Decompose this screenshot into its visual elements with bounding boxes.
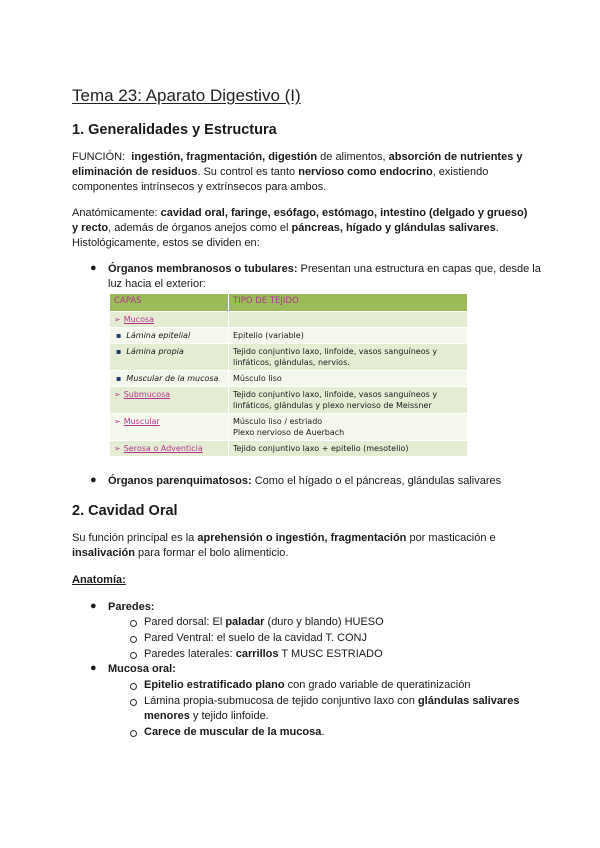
intro-text-1: Su función principal es la [72,532,198,544]
table-cell-tejido: Tejido conjuntivo laxo, linfoide, vasos sanguíneos y linfáticos, glándulas y plexo nervioso de Meissner [229,387,468,414]
table-cell-capa [110,414,229,441]
table-row [110,328,468,344]
tissue-layers-table [110,294,468,457]
paredes-item-laterales [144,647,383,662]
mucosa-oral-label-text: Mucosa oral: [108,663,176,675]
table-cell-capa [110,371,229,387]
anat-text-1: Anatómicamente: [72,207,161,219]
square-bullet-icon: ▪ [116,374,122,383]
paredes-laterales-text-2: T MUSC ESTRIADO [278,648,383,660]
circle-bullet [130,620,137,627]
capa-label: Muscular de la mucosa [126,374,219,383]
square-bullet-icon: ▪ [116,347,122,356]
paredes-label [108,600,154,615]
circle-bullet [130,636,137,643]
paredes-ventral-text: Pared Ventral: el suelo de la cavidad T. CONJ [144,632,367,644]
capa-label: Muscular [123,417,160,426]
arrow-bullet-icon: ➢ [114,417,121,426]
bullet-parenquimatosos-text: Como el hígado o el páncreas, glándulas salivares [251,475,502,487]
funcion-text-6: , existiendo componentes intrínsecos y extrínsecos para ambos. [72,166,489,193]
paredes-dorsal-bold: paladar [225,616,265,628]
funcion-term-1: ingestión, fragmentación, digestión [131,151,318,163]
arrow-bullet-icon: ➢ [114,444,121,453]
circle-bullet [130,699,137,706]
bullet-dot: ● [90,600,97,612]
table-cell-tejido: Músculo liso / estriado Plexo nervioso de Auerbach [229,414,468,441]
mucosa-epitelio-bold: Epitelio estratificado plano [144,679,285,691]
capa-label: Mucosa [123,315,155,324]
paredes-dorsal-text-2: (duro y blando) HUESO [264,616,384,628]
circle-bullet [130,683,137,690]
table-cell-tejido: Tejido conjuntivo laxo, linfoide, vasos sanguíneos y linfáticos, glándulas, nervios. [229,344,468,371]
table-row [110,371,468,387]
anatomia-subheading: Anatomía: [72,574,126,586]
arrow-bullet-icon: ➢ [114,315,121,324]
capa-label: Serosa o Adventicia [123,444,203,453]
bullet-membranosos-text: Presentan una estructura en capas que, desde la luz hacia el exterior: [108,263,541,290]
circle-bullet [130,730,137,737]
capa-label: Lámina epitelial [126,331,191,340]
bullet-dot: ● [90,662,97,674]
bullet-parenquimatosos [108,474,548,489]
mucosa-epitelio-text: con grado variable de queratinización [284,679,471,691]
mucosa-item-epitelio [144,678,470,693]
intro-text-5: para formar el bolo alimenticio. [134,547,289,559]
section-heading-generalidades: 1. Generalidades y Estructura [72,122,277,138]
anat-term-2: cavidad oral, faringe, esófago, estómago, intestino (delgado y grueso) y recto [72,207,528,234]
square-bullet-icon: ▪ [116,331,122,340]
mucosa-item-lamina [144,694,534,724]
table-cell-capa [110,441,229,457]
paredes-laterales-text: Paredes laterales: [144,648,236,660]
table-row [110,344,468,371]
anat-text-3: , además de órganos anejos como el [108,222,292,234]
table-cell-tejido [229,312,468,328]
intro-term-2: aprehensión o ingestión, fragmentación [197,532,407,544]
funcion-paragraph [72,150,534,195]
table-cell-capa [110,387,229,414]
capa-label: Lámina propia [126,347,184,356]
table-header-tejido: TIPO DE TEJIDO [229,294,468,312]
funcion-text-4: . Su control es tanto [197,166,299,178]
mucosa-lamina-text-2: y tejido linfoide. [189,710,269,722]
anat-text-5: . Histológicamente, estos se dividen en: [72,222,499,249]
intro-term-4: insalivación [72,547,135,559]
funcion-label: FUNCIÓN: [72,151,126,163]
mucosa-oral-label [108,662,176,677]
mucosa-lamina-text: Lámina propia-submucosa de tejido conjuntivo laxo con [144,695,418,707]
funcion-term-3: absorción de nutrientes y eliminación de residuos [72,151,523,178]
table-row [110,312,468,328]
table-cell-capa [110,344,229,371]
table-cell-tejido: Epitelio (variable) [229,328,468,344]
table-cell-tejido: Músculo liso [229,371,468,387]
bullet-dot: ● [90,474,97,486]
table-cell-tejido: Tejido conjuntivo laxo + epitelio (mesotelio) [229,441,468,457]
bullet-membranosos-label: Órganos membranosos o tubulares: [108,263,298,275]
mucosa-lamina-bold: glándulas salivares menores [144,695,520,722]
paredes-dorsal-text: Pared dorsal: El [144,616,226,628]
anat-term-4: páncreas, hígado y glándulas salivares [291,222,496,234]
paredes-item-ventral [144,631,367,646]
table-row [110,441,468,457]
paredes-item-dorsal [144,615,384,630]
paredes-laterales-bold: carrillos [235,648,279,660]
funcion-term-5: nervioso como endocrino [298,166,433,178]
table-row [110,387,468,414]
table-row [110,414,468,441]
table-cell-capa [110,328,229,344]
funcion-text-2: de alimentos, [317,151,389,163]
circle-bullet [130,652,137,659]
anatomicamente-paragraph [72,206,534,251]
mucosa-item-carece [144,725,324,740]
cavidad-intro-paragraph [72,531,534,561]
mucosa-carece-text: . [321,726,325,738]
arrow-bullet-icon: ➢ [114,390,121,399]
document-title: Tema 23: Aparato Digestivo (I) [72,86,301,105]
bullet-parenquimatosos-label: Órganos parenquimatosos: [108,475,252,487]
mucosa-carece-bold: Carece de muscular de la mucosa [144,726,322,738]
paredes-label-text: Paredes: [108,601,155,613]
table-cell-capa [110,312,229,328]
table-header-capas: CAPAS [110,294,229,312]
capa-label: Submucosa [123,390,171,399]
intro-text-3: por masticación e [406,532,496,544]
bullet-dot: ● [90,262,97,274]
section-heading-cavidad-oral: 2. Cavidad Oral [72,503,178,519]
bullet-membranosos [108,262,548,292]
